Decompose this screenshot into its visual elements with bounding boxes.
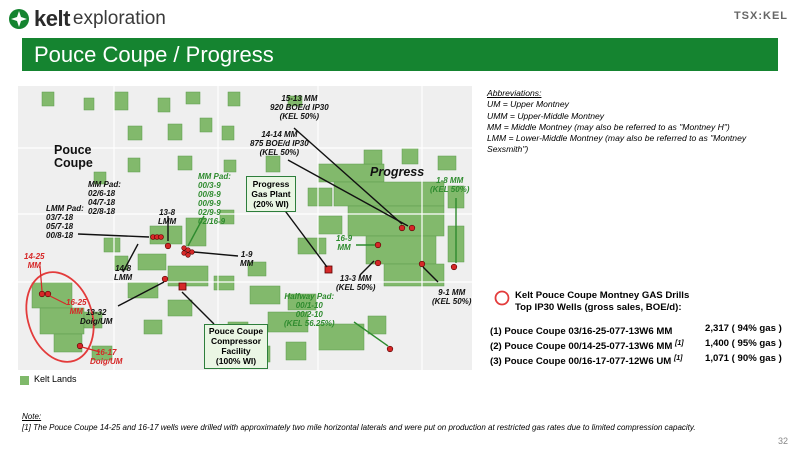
footnote-mark: [1] [673, 355, 683, 362]
label-well-16-9 [336, 234, 352, 252]
label-well-16-17 [90, 348, 122, 366]
label-well-13-3 [336, 274, 375, 292]
label-lmm-pad [46, 204, 84, 240]
abbreviations-panel [487, 88, 787, 156]
plant-line1: Progress [252, 179, 290, 189]
label-mm-pad-9-line4: 02/9-9 [198, 208, 221, 217]
label-14-8-name: 14-8 [115, 264, 132, 273]
label-13-32-name: 13-32 [85, 308, 107, 317]
well-name-text: (3) Pouce Coupe 00/16-17-077-12W6 UM [490, 356, 672, 368]
label-16-9-zone: MM [337, 243, 351, 252]
label-16-17-name: 16-17 [95, 348, 117, 357]
red-circle-legend-icon [494, 290, 510, 306]
label-mm-pad-9-line3: 00/9-9 [198, 199, 221, 208]
well-ip30: 2,317 ( 94% gas ) [705, 323, 782, 334]
label-well-14-8 [114, 264, 132, 282]
label-halfway-line2: 00/2-10 [295, 310, 323, 319]
progress-gas-plant-box [246, 176, 296, 212]
label-1-9-zone: MM [240, 259, 254, 268]
comp-line4: (100% WI) [215, 356, 257, 366]
label-16-25-zone: MM [69, 307, 83, 316]
label-1-8-wi: (KEL 50%) [430, 185, 470, 194]
label-halfway-wi: (KEL 56.25%) [284, 319, 335, 328]
plant-line3: (20% WI) [253, 199, 289, 209]
page-number: 32 [777, 436, 788, 446]
logo-wordmark: kelt [34, 6, 70, 31]
label-14-14-name: 14-14 MM [261, 130, 298, 139]
label-lmm-pad-heading: LMM Pad: [46, 204, 84, 213]
label-well-15-13 [270, 94, 329, 121]
kelt-logo [8, 6, 166, 32]
region-label-progress: Progress [370, 165, 425, 179]
label-well-9-1 [432, 288, 471, 306]
label-15-13-ip: 920 BOE/d IP30 [270, 103, 329, 112]
label-15-13-name: 15-13 MM [281, 94, 318, 103]
label-14-25-name: 14-25 [24, 252, 45, 261]
label-halfway-heading: Halfway Pad: [284, 292, 335, 301]
well-name-text: (2) Pouce Coupe 00/14-25-077-13W6 MM [490, 341, 673, 353]
footnote [22, 412, 696, 433]
label-9-1-wi: (KEL 50%) [432, 297, 472, 306]
label-1-9-name: 1-9 [240, 250, 253, 259]
label-mm-pad-18 [88, 180, 121, 216]
kelt-leaf-icon [8, 8, 30, 30]
comp-line3: Facility [221, 346, 251, 356]
land-map [18, 86, 472, 370]
label-16-9-name: 16-9 [336, 234, 353, 243]
label-9-1-name: 9-1 MM [438, 288, 466, 297]
label-14-14-wi: (KEL 50%) [259, 148, 300, 157]
label-14-8-zone: LMM [114, 273, 133, 282]
abbr-lmm: LMM = Lower-Middle Montney (may also be referred to as "Montney [487, 133, 747, 144]
label-13-8-zone: LMM [158, 217, 177, 226]
tsx-ticker: TSX:KEL [733, 10, 788, 22]
label-16-25-name: 16-25 [66, 298, 87, 307]
label-well-16-25 [66, 298, 86, 316]
page-title: Pouce Coupe / Progress [34, 42, 274, 67]
label-well-13-8 [158, 208, 176, 226]
label-13-3-wi: (KEL 50%) [336, 283, 376, 292]
label-mm-pad-18-line3: 02/8-18 [88, 207, 116, 216]
compressor-facility-box [204, 324, 268, 369]
logo-subtitle: exploration [72, 8, 166, 29]
legend-swatch [20, 376, 29, 385]
abbr-lmm-cont: Sexsmith") [487, 144, 529, 155]
label-mm-pad-18-line2: 04/7-18 [88, 198, 116, 207]
abbreviations-heading: Abbreviations: [487, 88, 542, 98]
label-13-8-name: 13-8 [159, 208, 176, 217]
label-mm-pad-9-line1: 00/3-9 [198, 181, 221, 190]
label-halfway-line1: 00/1-10 [295, 301, 323, 310]
label-1-8-name: 1-8 MM [436, 176, 464, 185]
abbr-umm: UMM = Upper-Middle Montney [487, 110, 605, 121]
region-label-coupe: Coupe [54, 156, 93, 170]
title-bar [22, 38, 778, 71]
label-well-1-8 [430, 176, 469, 194]
abbr-mm: MM = Middle Montney (may also be referred to as "Montney H") [487, 121, 730, 132]
well-ip30: 1,400 ( 95% gas ) [705, 338, 782, 349]
label-14-14-ip: 875 BOE/d IP30 [250, 139, 309, 148]
label-well-14-25 [24, 252, 44, 270]
label-well-1-9 [240, 250, 253, 268]
label-13-32-zone: Doig/UM [80, 317, 113, 326]
comp-line2: Compressor [210, 336, 262, 346]
label-mm-pad-9-heading: MM Pad: [198, 172, 231, 181]
wells-heading-line1: Kelt Pouce Coupe Montney GAS Drills [515, 290, 690, 301]
well-name [490, 352, 683, 369]
label-13-3-name: 13-3 MM [339, 274, 372, 283]
abbr-um: UM = Upper Montney [487, 99, 569, 110]
well-name-text: (1) Pouce Coupe 03/16-25-077-13W6 MM [490, 326, 673, 338]
wells-table-heading [515, 290, 689, 314]
label-lmm-pad-line1: 03/7-18 [46, 213, 74, 222]
label-mm-pad-9-line2: 00/8-9 [198, 190, 221, 199]
label-well-14-14 [250, 130, 309, 157]
region-label-pouce-coupe [54, 144, 93, 170]
label-lmm-pad-line3: 00/8-18 [46, 231, 74, 240]
footnote-text: [1] The Pouce Coupe 14-25 and 16-17 wells were drilled with approximately two mile horizontal laterals and were put on production at restricted gas rates due to limited compression capacity. [22, 422, 696, 432]
label-16-17-zone: Doig/UM [90, 357, 123, 366]
comp-line1: Pouce Coupe [208, 326, 264, 336]
legend-label: Kelt Lands [34, 374, 77, 384]
wells-heading-line2: Top IP30 Wells (gross sales, BOE/d): [515, 302, 682, 313]
label-lmm-pad-line2: 05/7-18 [46, 222, 74, 231]
label-mm-pad-9 [198, 172, 231, 226]
label-halfway-pad [284, 292, 335, 328]
label-mm-pad-18-line1: 02/6-18 [88, 189, 116, 198]
label-14-25-zone: MM [27, 261, 41, 270]
label-mm-pad-18-heading: MM Pad: [88, 180, 121, 189]
footnote-heading: Note: [22, 412, 42, 421]
footnote-mark: [1] [675, 340, 684, 347]
label-15-13-wi: (KEL 50%) [279, 112, 320, 121]
plant-line2: Gas Plant [251, 189, 291, 199]
label-mm-pad-9-line5: 02/16-9 [198, 217, 226, 226]
region-label-pouce: Pouce [54, 143, 92, 157]
well-ip30: 1,071 ( 90% gas ) [705, 353, 782, 364]
